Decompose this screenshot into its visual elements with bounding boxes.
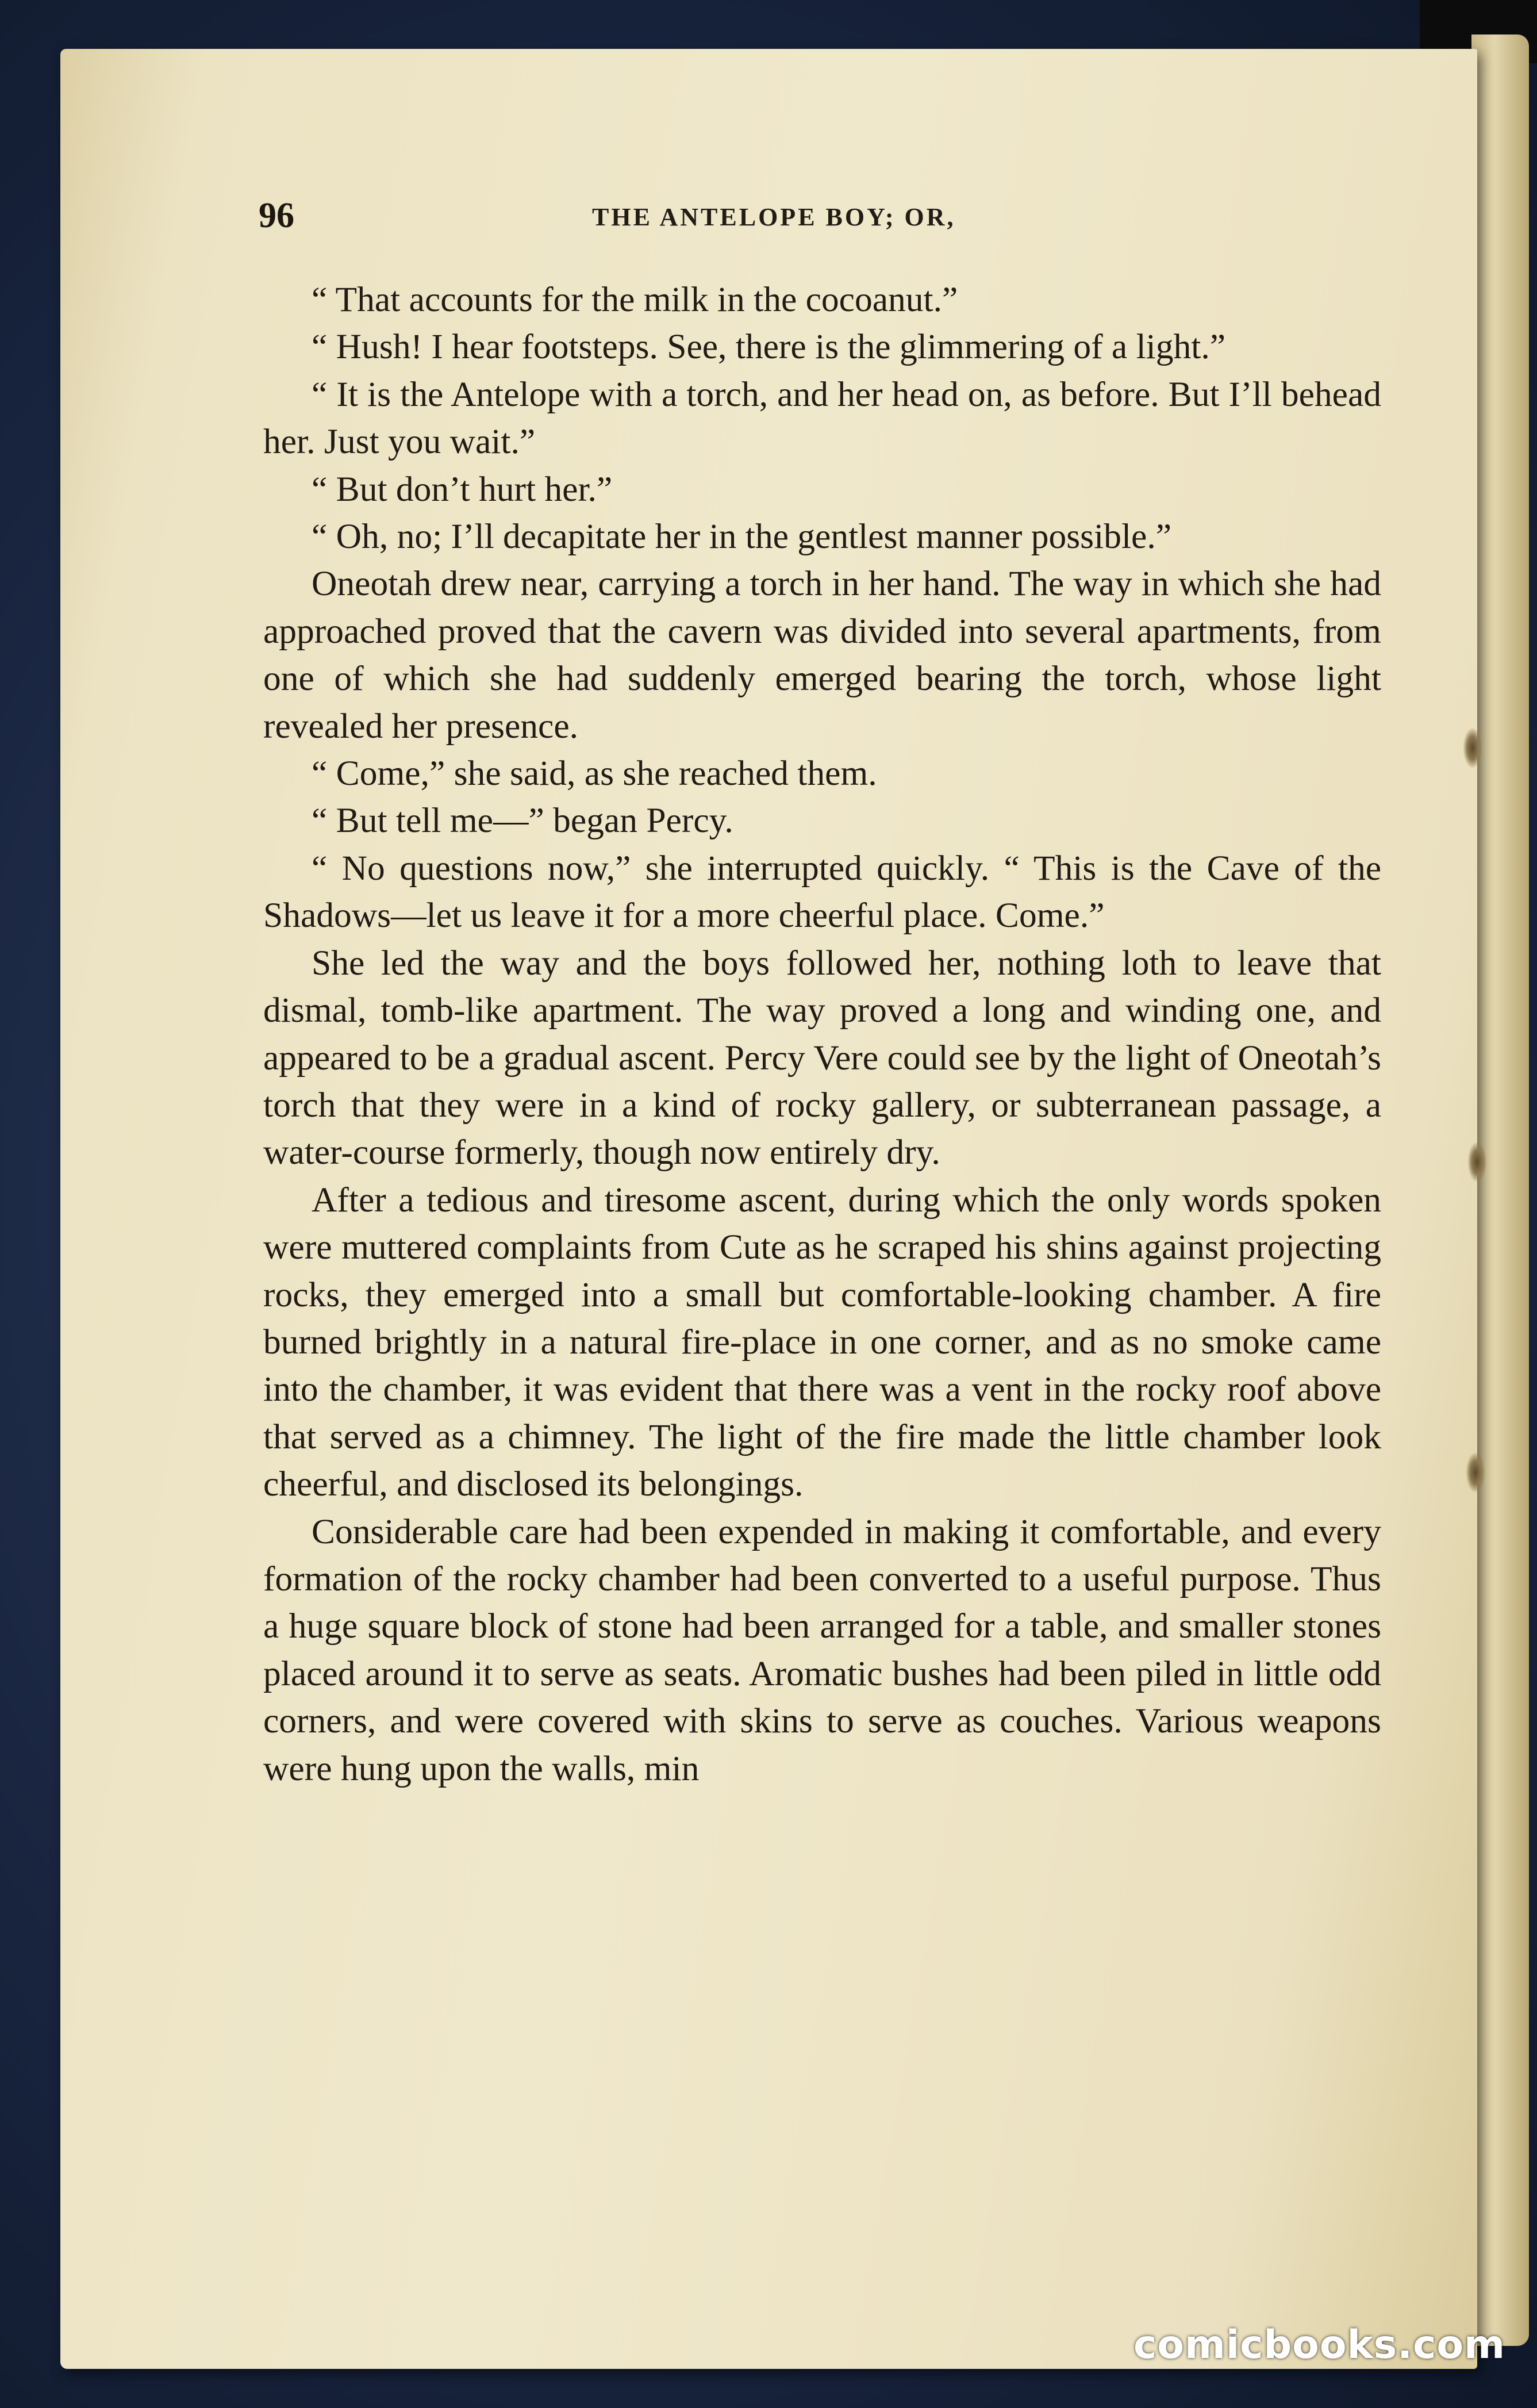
page-tear-mark	[1466, 1452, 1485, 1493]
body-text	[263, 276, 1381, 1792]
paragraph: “ Oh, no; I’ll decapitate her in the gentlest manner possible.”	[312, 517, 1171, 557]
paragraph: Oneotah drew near, carrying a torch in her hand. The way in which she had approached proved that the cavern was divided into several apartments, from one of which she had suddenly emerged bearing the torch, whose light revealed her presence.	[263, 564, 1381, 746]
page-edge	[1471, 34, 1529, 2346]
running-title: THE ANTELOPE BOY; OR,	[592, 203, 956, 231]
paragraph: “ That accounts for the milk in the cocoanut.”	[312, 280, 958, 319]
page-tear-mark	[1463, 727, 1482, 769]
watermark: comicbooks.com	[1133, 2322, 1505, 2368]
paragraph: “ Hush! I hear footsteps. See, there is the glimmering of a light.”	[312, 327, 1226, 367]
paragraph: “ Come,” she said, as she reached them.	[312, 754, 877, 793]
paragraph: “ But tell me—” began Percy.	[312, 801, 733, 841]
paragraph: She led the way and the boys followed her, nothing loth to leave that dismal, tomb-like apartment. The way proved a long and winding one, and appeared to be a gradual ascent. Percy Vere could see by the light of Oneotah’s torch that they were in a kind of rocky gallery, or subterranean passage, a water-course formerly, though now entirely dry.	[263, 943, 1381, 1172]
paragraph: “ It is the Antelope with a torch, and her head on, as before. But I’ll behead her. Just you wait.”	[263, 374, 1381, 462]
paragraph: After a tedious and tiresome ascent, during which the only words spoken were muttered complaints from Cute as he scraped his shins against projecting rocks, they emerged into a small but comfortable-looking chamber. A fire burned brightly in a natural fire-place in one corner, and as no smoke came into the chamber, it was evident that there was a vent in the rocky roof above that served as a chimney. The light of the fire made the little chamber look cheerful, and disclosed its belongings.	[263, 1180, 1381, 1504]
paragraph: “ No questions now,” she interrupted quickly. “ This is the Cave of the Shadows—let us leave it for a more cheerful place. Come.”	[263, 848, 1381, 935]
page-tear-mark	[1467, 1141, 1487, 1183]
paragraph: Considerable care had been expended in making it comfortable, and every formation of the rocky chamber had been converted to a useful purpose. Thus a huge square block of stone had been arranged for a table, and smaller stones placed around it to serve as seats. Aromatic bushes had been piled in little odd corners, and were covered with skins to serve as couches. Various weapons were hung upon the walls, min	[263, 1512, 1381, 1788]
paragraph: “ But don’t hurt her.”	[312, 469, 613, 509]
page-number: 96	[259, 196, 294, 235]
page-header	[259, 195, 1242, 247]
